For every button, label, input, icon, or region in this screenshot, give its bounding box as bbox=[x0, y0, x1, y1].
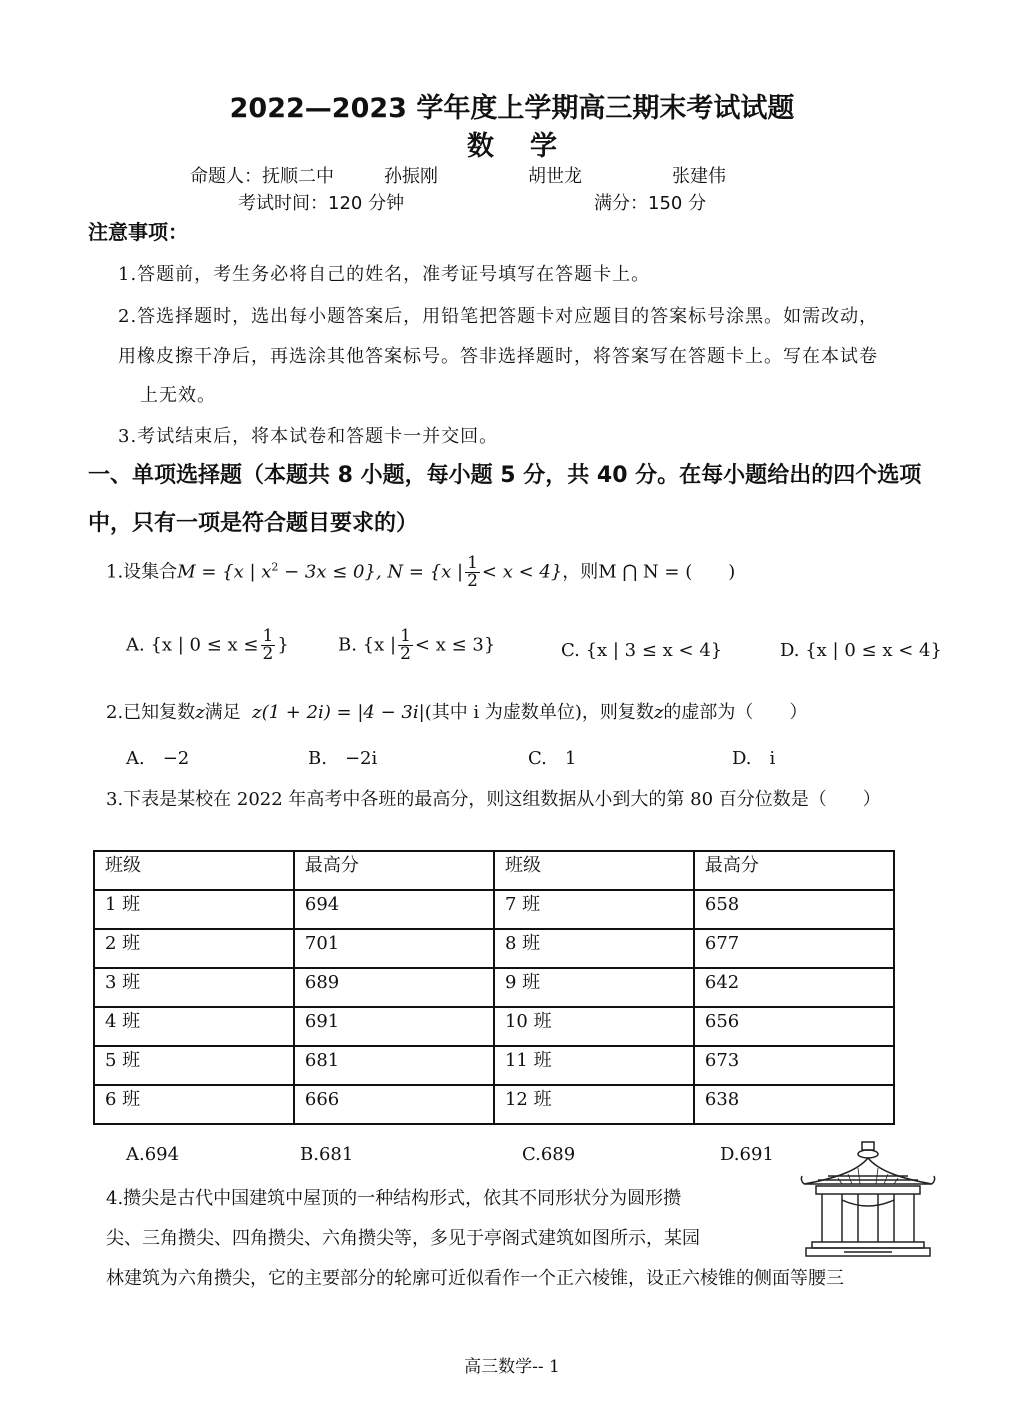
table-cell: 656 bbox=[694, 1007, 894, 1046]
table-cell: 681 bbox=[294, 1046, 494, 1085]
table-cell: 689 bbox=[294, 968, 494, 1007]
note-item: 用橡皮擦干净后，再选涂其他答案标号。答非选择题时，将答案写在答题卡上。写在本试卷 bbox=[118, 346, 878, 367]
table-row bbox=[94, 890, 894, 929]
option-c: C. 1 bbox=[528, 748, 577, 769]
full-score: 满分：150 分 bbox=[594, 193, 707, 214]
table-row bbox=[94, 1007, 894, 1046]
page-footer: 高三数学-- 1 bbox=[464, 1357, 560, 1377]
table-header-cell: 最高分 bbox=[694, 851, 894, 890]
option-d: D. i bbox=[732, 748, 776, 769]
option-c: C.689 bbox=[522, 1144, 576, 1165]
table-row bbox=[94, 1085, 894, 1124]
question-4-line: 4.攒尖是古代中国建筑中屋顶的一种结构形式，依其不同形状分为圆形攒 bbox=[106, 1188, 682, 1209]
option-b: B. {x | $\frac{1}{2}$ < x ≤ 3} bbox=[338, 626, 496, 664]
table-header-cell: 班级 bbox=[494, 851, 694, 890]
option-a: A. {x | 0 ≤ x ≤ $\frac{1}{2}$ } bbox=[126, 626, 289, 664]
authors-label: 命题人：抚顺二中 bbox=[190, 166, 334, 187]
option-a: A. −2 bbox=[126, 748, 190, 769]
table-cell: 691 bbox=[294, 1007, 494, 1046]
table-cell: 4 班 bbox=[94, 1007, 294, 1046]
question-3: 3.下表是某校在 2022 年高考中各班的最高分，则这组数据从小到大的第 80 百分位数是（ ） bbox=[106, 789, 881, 810]
scores-table bbox=[93, 850, 895, 1125]
option-c: C. {x | 3 ≤ x < 4} bbox=[561, 640, 723, 661]
q1-set-m: M = {x | x bbox=[177, 561, 272, 583]
table-cell: 673 bbox=[694, 1046, 894, 1085]
q1-set-n-rest: < x < 4} bbox=[481, 561, 563, 583]
subject-title: 数学 bbox=[467, 131, 593, 162]
table-cell: 658 bbox=[694, 890, 894, 929]
table-cell: 666 bbox=[294, 1085, 494, 1124]
table-row bbox=[94, 968, 894, 1007]
table-cell: 2 班 bbox=[94, 929, 294, 968]
question-4-line: 尖、三角攒尖、四角攒尖、六角攒尖等，多见于亭阁式建筑如图所示，某园 bbox=[106, 1228, 700, 1249]
table-cell: 1 班 bbox=[94, 890, 294, 929]
table-cell: 6 班 bbox=[94, 1085, 294, 1124]
question-4-line: 林建筑为六角攒尖，它的主要部分的轮廓可近似看作一个正六棱锥，设正六棱锥的侧面等腰三 bbox=[106, 1268, 844, 1289]
author-name: 胡世龙 bbox=[528, 166, 582, 187]
option-a: A.694 bbox=[126, 1144, 180, 1165]
table-cell: 642 bbox=[694, 968, 894, 1007]
pavilion-illustration bbox=[798, 1140, 938, 1260]
q1-exponent: 2 bbox=[271, 560, 279, 574]
q1-prefix: 1.设集合 bbox=[106, 561, 178, 583]
author-name: 孙振刚 bbox=[384, 166, 438, 187]
option-d: D. {x | 0 ≤ x < 4} bbox=[780, 640, 942, 661]
fraction: $\frac{1}{2}$ bbox=[467, 553, 478, 591]
table-cell: 5 班 bbox=[94, 1046, 294, 1085]
table-cell: 3 班 bbox=[94, 968, 294, 1007]
table-header-cell: 最高分 bbox=[294, 851, 494, 890]
question-2: 2.已知复数z满足 z(1 + 2i) = |4 − 3i|(其中 i 为虚数单位)，则复数z的虚部为（ ） bbox=[106, 702, 808, 723]
exam-title: 2022—2023 学年度上学期高三期末考试试题 bbox=[229, 93, 795, 124]
table-cell: 7 班 bbox=[494, 890, 694, 929]
table-cell: 701 bbox=[294, 929, 494, 968]
table-cell: 8 班 bbox=[494, 929, 694, 968]
note-item: 上无效。 bbox=[140, 385, 216, 406]
option-b: B. −2i bbox=[308, 748, 378, 769]
note-item: 1.答题前，考生务必将自己的姓名，准考证号填写在答题卡上。 bbox=[118, 264, 651, 285]
table-cell: 638 bbox=[694, 1085, 894, 1124]
question-1 bbox=[106, 555, 735, 590]
fraction: $\frac{1}{2}$ bbox=[400, 626, 411, 664]
table-row bbox=[94, 929, 894, 968]
section-heading: 中，只有一项是符合题目要求的） bbox=[88, 511, 419, 536]
table-header-cell: 班级 bbox=[94, 851, 294, 890]
table-cell: 12 班 bbox=[494, 1085, 694, 1124]
table-cell: 10 班 bbox=[494, 1007, 694, 1046]
table-row bbox=[94, 1046, 894, 1085]
section-heading: 一、单项选择题（本题共 8 小题，每小题 5 分，共 40 分。在每小题给出的四个选项 bbox=[88, 463, 922, 488]
table-header-row bbox=[94, 851, 894, 890]
q1-suffix: ，则M ⋂ N = ( ) bbox=[562, 561, 736, 583]
table-cell: 9 班 bbox=[494, 968, 694, 1007]
table-cell: 694 bbox=[294, 890, 494, 929]
table-cell: 11 班 bbox=[494, 1046, 694, 1085]
note-item: 3.考试结束后，将本试卷和答题卡一并交回。 bbox=[118, 426, 499, 447]
notes-heading: 注意事项： bbox=[88, 220, 188, 244]
note-item: 2.答选择题时，选出每小题答案后，用铅笔把答题卡对应题目的答案标号涂黑。如需改动， bbox=[118, 306, 879, 327]
author-name: 张建伟 bbox=[672, 166, 726, 187]
q1-set-m-rest: − 3x ≤ 0}, N = {x | bbox=[278, 561, 464, 583]
option-d: D.691 bbox=[720, 1144, 774, 1165]
fraction: $\frac{1}{2}$ bbox=[262, 626, 274, 664]
q2-equation: z(1 + 2i) = |4 − 3i| bbox=[252, 702, 425, 723]
exam-time: 考试时间：120 分钟 bbox=[238, 193, 405, 214]
option-b: B.681 bbox=[300, 1144, 354, 1165]
table-cell: 677 bbox=[694, 929, 894, 968]
